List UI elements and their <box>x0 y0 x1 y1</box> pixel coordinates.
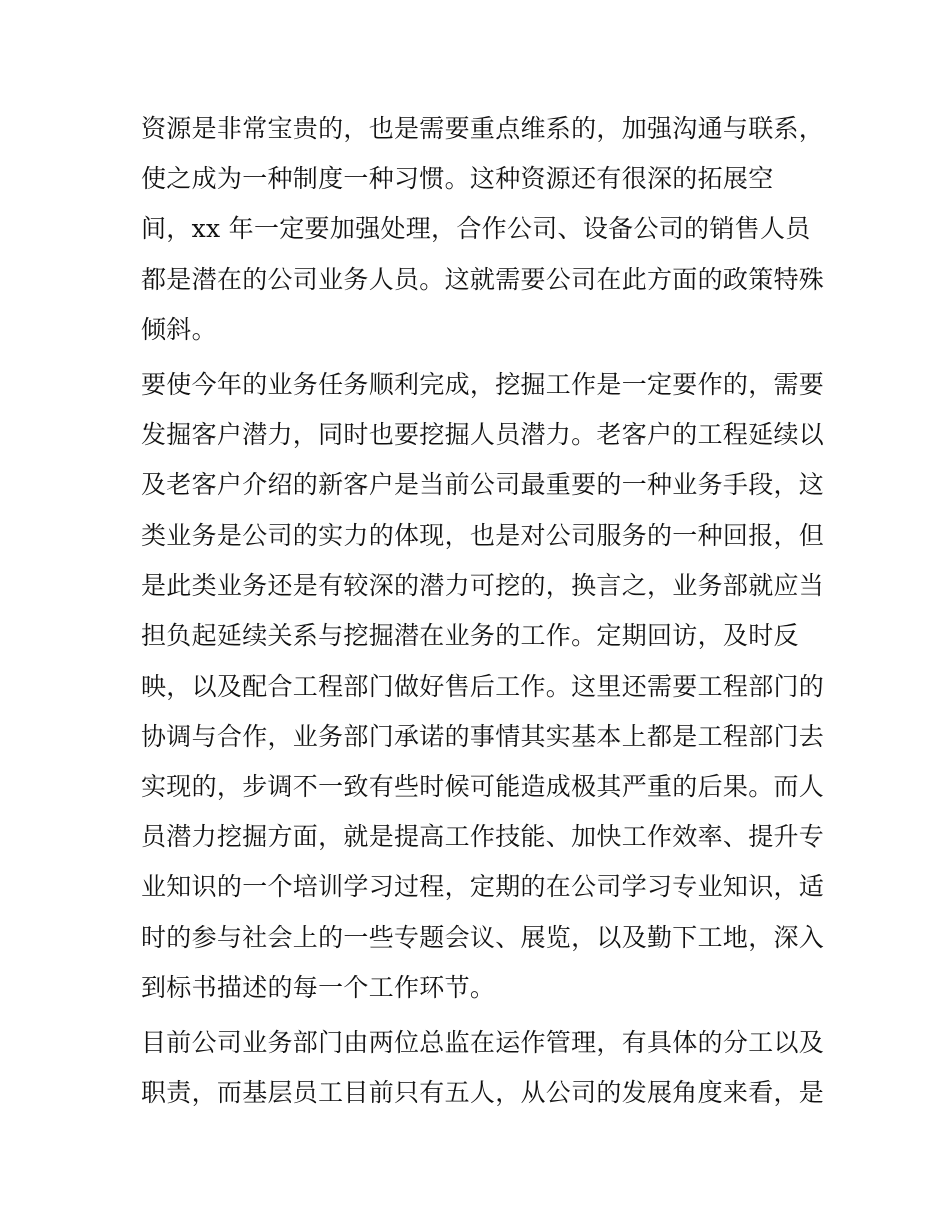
paragraph-2-line-10: 员潜力挖掘方面，就是提高工作技能、加快工作效率、提升专 <box>141 822 825 851</box>
paragraph-2-line-9: 实现的，步调不一致有些时候可能造成极其严重的后果。而人 <box>141 772 825 801</box>
paragraph-1-line-1: 资源是非常宝贵的，也是需要重点维系的，加强沟通与联系， <box>141 114 825 143</box>
paragraph-2-line-7: 映，以及配合工程部门做好售后工作。这里还需要工程部门的 <box>141 672 825 701</box>
paragraph-2-line-2: 发掘客户潜力，同时也要挖掘人员潜力。老客户的工程延续以 <box>141 420 825 449</box>
paragraph-2-line-5: 是此类业务还是有较深的潜力可挖的，换言之，业务部就应当 <box>141 571 825 600</box>
paragraph-1-line-3: 间，xx 年一定要加强处理，合作公司、设备公司的销售人员 <box>141 214 811 243</box>
paragraph-1-line-2: 使之成为一种制度一种习惯。这种资源还有很深的拓展空 <box>141 164 774 193</box>
paragraph-2-line-11: 业知识的一个培训学习过程，定期的在公司学习专业知识，适 <box>141 872 825 901</box>
paragraph-3-line-1: 目前公司业务部门由两位总监在运作管理，有具体的分工以及 <box>141 1028 825 1057</box>
paragraph-1-line-4: 都是潜在的公司业务人员。这就需要公司在此方面的政策特殊 <box>141 265 825 294</box>
paragraph-2-line-8: 协调与合作，业务部门承诺的事情其实基本上都是工程部门去 <box>141 722 825 751</box>
paragraph-2-line-4: 类业务是公司的实力的体现，也是对公司服务的一种回报，但 <box>141 521 825 550</box>
paragraph-2-line-6: 担负起延续关系与挖掘潜在业务的工作。定期回访，及时反 <box>141 621 799 650</box>
paragraph-3-line-2: 职责，而基层员工目前只有五人，从公司的发展角度来看，是 <box>141 1078 825 1107</box>
paragraph-1-line-5: 倾斜。 <box>141 315 217 344</box>
paragraph-2-line-13: 到标书描述的每一个工作环节。 <box>141 973 496 1002</box>
paragraph-2-line-3: 及老客户介绍的新客户是当前公司最重要的一种业务手段，这 <box>141 470 825 499</box>
paragraph-2-line-1: 要使今年的业务任务顺利完成，挖掘工作是一定要作的，需要 <box>141 370 825 399</box>
paragraph-2-line-12: 时的参与社会上的一些专题会议、展览，以及勤下工地，深入 <box>141 923 825 952</box>
